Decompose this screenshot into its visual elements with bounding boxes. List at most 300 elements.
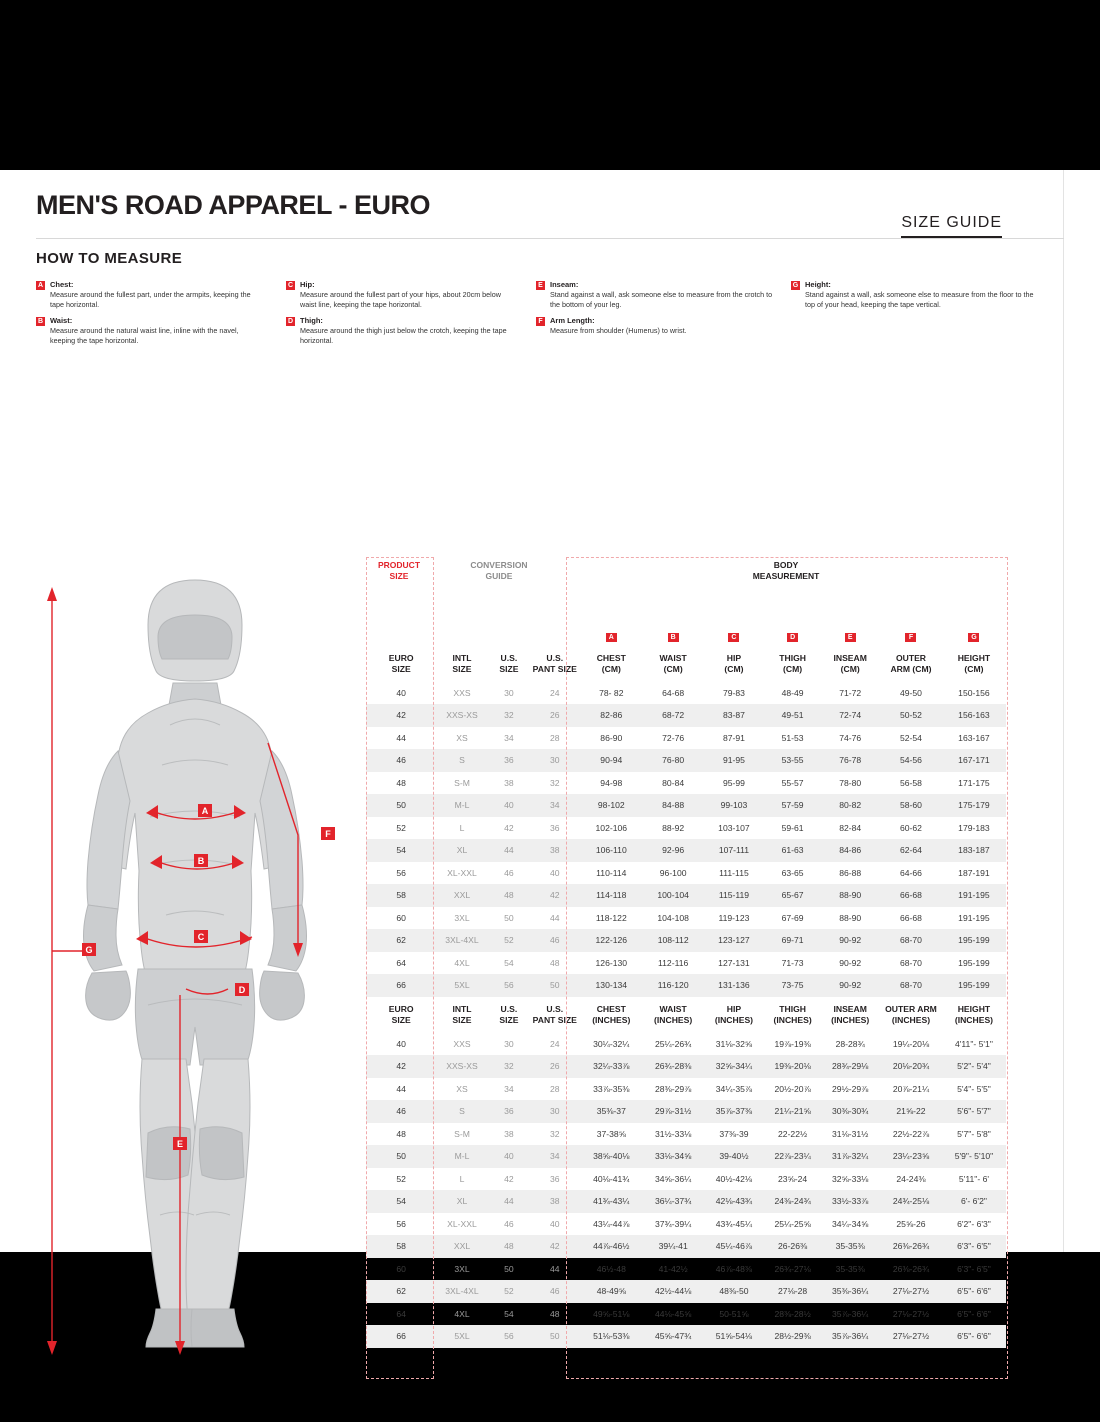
cell-conversion: XXS [453, 1038, 471, 1049]
cell-measurement: 27⅛-27½ [892, 1308, 930, 1319]
cell-measurement: 195-199 [942, 929, 1006, 952]
cell-measurement: 33⅛-34⅝ [643, 1145, 703, 1168]
cell-euro-size: 54 [366, 1190, 436, 1213]
cell-measurement: 131-136 [703, 974, 765, 997]
cell-measurement: 19⅞-19⅜ [774, 1038, 811, 1049]
cell-measurement: 175-179 [942, 794, 1006, 817]
cell-measurement: 195-199 [942, 974, 1006, 997]
cell-conversion: 50 [530, 974, 579, 997]
svg-text:E: E [176, 1139, 184, 1149]
cell-euro-size: 46 [366, 749, 436, 772]
cell-measurement: 106-110 [579, 839, 643, 862]
cell-measurement: 84-86 [820, 839, 880, 862]
cell-conversion: 32 [549, 777, 560, 788]
cell-measurement: 49-51 [765, 704, 820, 727]
cell-conversion: 48 [488, 884, 531, 907]
cell-measurement: 88-92 [662, 822, 685, 833]
letter-b: B [668, 633, 679, 642]
cell-measurement: 34¼-35⅞ [715, 1083, 753, 1094]
legend-item-hip [286, 280, 516, 309]
cell-conversion: 38 [530, 1190, 579, 1213]
cell-measurement: 118-122 [595, 912, 627, 923]
cell-conversion: 54 [504, 1308, 514, 1319]
cell-conversion: 38 [530, 839, 579, 862]
svg-text:C: C [197, 932, 205, 942]
cell-measurement: 5'7"- 5'8" [957, 1128, 991, 1139]
cell-measurement: 50-52 [880, 704, 942, 727]
cell-measurement: 6'5"- 6'6" [957, 1308, 991, 1319]
cell-conversion: 44 [488, 1190, 531, 1213]
cell-measurement: 68-70 [899, 957, 922, 968]
cell-measurement: 191-195 [942, 884, 1006, 907]
cell-measurement: 41-42½ [658, 1263, 688, 1274]
legend-item-height [791, 280, 1036, 309]
cell-conversion: 42 [530, 884, 579, 907]
cell-conversion: XL [436, 1190, 487, 1213]
cell-conversion: L [459, 822, 465, 833]
cell-measurement: 19¼-20⅛ [892, 1038, 930, 1049]
cell-measurement: 88-90 [839, 912, 862, 923]
cell-measurement: 72-76 [662, 732, 685, 743]
cell-conversion: L [459, 1173, 465, 1184]
cell-conversion: 46 [504, 1218, 514, 1229]
group-conversion-guide: CONVERSION GUIDE [470, 560, 528, 581]
cell-measurement: 29⅞-31½ [643, 1100, 703, 1123]
cell-measurement: 26-26⅜ [765, 1235, 820, 1258]
cell-measurement: 100-104 [643, 884, 703, 907]
cell-conversion: 24 [549, 687, 560, 698]
cell-measurement: 187-191 [958, 867, 990, 878]
legend-tag-g: G [792, 282, 799, 289]
cell-measurement: 45⅝-47¾ [643, 1325, 703, 1348]
cell-measurement: 38⅝-40⅛ [579, 1145, 643, 1168]
cell-euro-size: 56 [396, 1218, 406, 1229]
cell-measurement: 27⅛-28 [765, 1280, 820, 1303]
cell-measurement: 42½-44⅛ [643, 1280, 703, 1303]
cell-conversion: XXL [436, 884, 487, 907]
legend-item-chest [36, 280, 251, 309]
cell-measurement: 22⅞-23¼ [765, 1145, 820, 1168]
cell-conversion: 36 [488, 749, 531, 772]
cell-conversion: 40 [549, 867, 560, 878]
cell-conversion: XS [456, 732, 468, 743]
cell-conversion: 28 [549, 732, 560, 743]
cell-conversion: 34 [504, 1083, 514, 1094]
cell-measurement: 68-72 [643, 704, 703, 727]
cell-measurement: 42⅛-43¾ [703, 1190, 765, 1213]
cell-conversion: 50 [530, 1325, 579, 1348]
cell-measurement: 24¾-25⅛ [880, 1190, 942, 1213]
cell-measurement: 87-91 [722, 732, 745, 743]
cell-measurement: 26⅜-26¾ [880, 1235, 942, 1258]
cell-conversion: 40 [549, 1218, 560, 1229]
cell-conversion: 46 [504, 867, 514, 878]
cell-conversion: XL-XXL [447, 867, 477, 878]
cell-conversion: 30 [530, 1100, 579, 1123]
cell-measurement: 66-68 [899, 912, 922, 923]
page-header [36, 190, 1064, 231]
cell-euro-size: 52 [396, 822, 406, 833]
cell-conversion: 5XL [436, 1325, 487, 1348]
cell-conversion: XXS-XS [436, 704, 487, 727]
cell-measurement: 21¼-21⅝ [765, 1100, 820, 1123]
cell-measurement: 27⅛-27½ [880, 1325, 942, 1348]
body-measurement-outline [566, 557, 1008, 1379]
cell-measurement: 90-94 [579, 749, 643, 772]
cell-measurement: 22½-22⅞ [892, 1128, 930, 1139]
cell-measurement: 88-90 [820, 884, 880, 907]
cell-measurement: 37¾-39¼ [654, 1218, 692, 1229]
cell-measurement: 24⅜-24¾ [765, 1190, 820, 1213]
cell-measurement: 71-72 [839, 687, 862, 698]
legend-column-3 [536, 280, 776, 343]
legend-tag-c: C [287, 282, 294, 289]
page-divider [1063, 170, 1064, 1252]
cell-conversion: 44 [549, 912, 560, 923]
cell-conversion: 26 [530, 704, 579, 727]
cell-conversion: 36 [549, 1173, 560, 1184]
cell-measurement: 35-35⅜ [835, 1263, 865, 1274]
cell-measurement: 60-62 [899, 822, 922, 833]
cell-measurement: 123-127 [703, 929, 765, 952]
cell-measurement: 43¼-44⅞ [593, 1218, 630, 1229]
cell-euro-size: 48 [396, 777, 406, 788]
legend-text-waist: Measure around the natural waist line, inline with the navel, keeping the tape horizontal. [50, 326, 239, 345]
cell-measurement: 22-22½ [778, 1128, 808, 1139]
cell-measurement: 25¼-25⅝ [774, 1218, 811, 1229]
cell-measurement: 37⅜-39 [719, 1128, 749, 1139]
cell-measurement: 27⅛-27½ [880, 1280, 942, 1303]
cell-euro-size: 64 [396, 957, 406, 968]
cell-measurement: 26⅜-26¾ [892, 1263, 930, 1274]
legend-title-height: Height: [805, 280, 831, 289]
cell-measurement: 76-80 [643, 749, 703, 772]
cell-measurement: 56-58 [899, 777, 922, 788]
cell-euro-size: 40 [396, 687, 406, 698]
cell-measurement: 107-111 [703, 839, 765, 862]
cell-conversion: S-M [454, 1128, 470, 1139]
cell-measurement: 86-90 [600, 732, 623, 743]
cell-measurement: 23¼-23⅝ [880, 1145, 942, 1168]
cell-conversion: 42 [504, 1173, 514, 1184]
cell-measurement: 122-126 [579, 929, 643, 952]
cell-measurement: 114-118 [579, 884, 643, 907]
cell-conversion: 34 [504, 732, 514, 743]
cell-conversion: 3XL [454, 912, 470, 923]
measurement-figure [30, 565, 360, 1355]
cell-measurement: 31⅛-31½ [832, 1128, 869, 1139]
cell-conversion: 46 [530, 929, 579, 952]
cell-conversion: 28 [549, 1083, 560, 1094]
cell-measurement: 96-100 [659, 867, 687, 878]
cell-measurement: 126-130 [595, 957, 628, 968]
cell-measurement: 48-49 [781, 687, 804, 698]
cell-measurement: 102-106 [595, 822, 628, 833]
cell-measurement: 35⅞-36¼ [820, 1325, 880, 1348]
cell-measurement: 116-120 [643, 974, 703, 997]
cell-measurement: 21⅝-22 [880, 1100, 942, 1123]
cell-measurement: 35⅜-36¼ [820, 1280, 880, 1303]
group-product-size: PRODUCT SIZE [377, 560, 421, 581]
legend-column-4 [791, 280, 1036, 316]
column-headers-inches: EURO SIZE INTL SIZE U.S. SIZE U.S. PANT SIZE CHEST (INCHES) WAIST (INCHES) HIP (INCHES) THIGH (INCHES) INSEAM (INCHES) OUTER ARM (INCHES) HEIGHT (INCHES) [366, 997, 1006, 1033]
legend-text-height: Stand against a wall, ask someone else to measure from the floor to the top of your head, keeping the tape vertical. [805, 290, 1034, 309]
legend-column-1 [36, 280, 251, 352]
cell-measurement: 99-103 [703, 794, 765, 817]
cell-measurement: 51⅝-54⅛ [703, 1325, 765, 1348]
cell-measurement: 33½-33⅞ [820, 1190, 880, 1213]
letter-a: A [606, 633, 617, 642]
cell-measurement: 49⅝-51⅛ [593, 1308, 630, 1319]
svg-text:A: A [201, 806, 209, 816]
cell-measurement: 49-50 [899, 687, 922, 698]
cell-measurement: 68-70 [880, 929, 942, 952]
cell-conversion: S [436, 749, 487, 772]
cell-measurement: 39¼-41 [643, 1235, 703, 1258]
cell-measurement: 163-167 [958, 732, 990, 743]
legend-tag-e: E [536, 281, 545, 290]
legend-title-chest: Chest: [50, 280, 74, 289]
cell-conversion: XL-XXL [447, 1218, 477, 1229]
cell-conversion: 54 [504, 957, 514, 968]
cell-euro-size: 60 [396, 1263, 406, 1274]
cell-euro-size: 50 [366, 794, 436, 817]
cell-conversion: 52 [488, 929, 531, 952]
cell-measurement: 66-68 [880, 884, 942, 907]
cell-conversion: 32 [549, 1128, 560, 1139]
cell-measurement: 6'- 6'2" [942, 1190, 1006, 1213]
legend-text-inseam: Stand against a wall, ask someone else to measure from the crotch to the bottom of your leg. [550, 290, 773, 309]
cell-measurement: 183-187 [942, 839, 1006, 862]
cell-measurement: 46⅞-48⅜ [715, 1263, 753, 1274]
legend-item-waist [36, 316, 251, 345]
letter-d: D [787, 633, 798, 642]
cell-conversion: S [436, 1100, 487, 1123]
cell-measurement: 30¼-32¼ [593, 1038, 630, 1049]
cell-euro-size: 56 [396, 867, 406, 878]
legend-title-waist: Waist: [50, 316, 73, 326]
cell-measurement: 31½-33⅛ [654, 1128, 692, 1139]
cell-measurement: 44⅞-46½ [579, 1235, 643, 1258]
cell-measurement: 5'6"- 5'7" [942, 1100, 1006, 1123]
legend-text-thigh: Measure around the thigh just below the crotch, keeping the tape horizontal. [300, 326, 507, 345]
cell-measurement: 191-195 [958, 912, 990, 923]
cell-conversion: M-L [436, 1145, 487, 1168]
cell-measurement: 39-40½ [703, 1145, 765, 1168]
cell-measurement: 91-95 [703, 749, 765, 772]
cell-measurement: 33⅞-35⅜ [593, 1083, 630, 1094]
letter-g: G [968, 633, 979, 642]
cell-measurement: 74-76 [839, 732, 862, 743]
cell-conversion: 38 [504, 1128, 514, 1139]
legend-tag-b: B [37, 318, 44, 326]
cell-measurement: 61-63 [765, 839, 820, 862]
cell-measurement: 57-59 [765, 794, 820, 817]
cell-measurement: 6'3"- 6'5" [957, 1263, 991, 1274]
cell-measurement: 90-92 [820, 974, 880, 997]
cell-conversion: 40 [488, 1145, 531, 1168]
legend-item-inseam [536, 280, 776, 309]
cell-measurement: 32¼-33⅞ [579, 1055, 643, 1078]
cell-measurement: 23⅝-24 [778, 1173, 808, 1184]
cell-measurement: 58-60 [880, 794, 942, 817]
cell-measurement: 48-49⅝ [579, 1280, 643, 1303]
cell-conversion: 24 [549, 1038, 560, 1049]
letter-c: C [728, 633, 739, 642]
legend-text-hip: Measure around the fullest part of your hips, about 20cm below waist line, keeping the tape horizontal. [300, 290, 501, 309]
cell-measurement: 67-69 [781, 912, 804, 923]
cell-euro-size: 48 [396, 1128, 406, 1139]
legend-text-arm-length: Measure from shoulder (Humerus) to wrist. [550, 326, 687, 336]
cell-conversion: 30 [530, 749, 579, 772]
cell-measurement: 41¾-43¼ [579, 1190, 643, 1213]
cell-measurement: 171-175 [958, 777, 990, 788]
cell-measurement: 84-88 [643, 794, 703, 817]
cell-measurement: 83-87 [703, 704, 765, 727]
cell-measurement: 52-54 [899, 732, 922, 743]
legend-text-chest: Measure around the fullest part, under the armpits, keeping the tape horizontal. [50, 290, 251, 309]
cell-measurement: 94-98 [600, 777, 623, 788]
cell-measurement: 112-116 [658, 957, 689, 968]
cell-measurement: 28-28¾ [835, 1038, 865, 1049]
cell-conversion: 30 [504, 687, 514, 698]
cell-euro-size: 44 [396, 1083, 406, 1094]
cell-measurement: 76-78 [820, 749, 880, 772]
cell-euro-size: 40 [396, 1038, 406, 1049]
legend-title-arm-length: Arm Length: [550, 316, 595, 326]
page-title: MEN'S ROAD APPAREL - EURO [36, 190, 430, 220]
cell-conversion: 48 [549, 957, 560, 968]
cell-euro-size: 58 [366, 884, 436, 907]
cell-measurement: 69-71 [765, 929, 820, 952]
column-headers-cm: EURO SIZE INTL SIZE U.S. SIZE U.S. PANT SIZE CHEST (CM) WAIST (CM) HIP (CM) THIGH (CM) INSEAM (CM) OUTER ARM (CM) HEIGHT (CM) [388, 652, 991, 674]
cell-measurement: 31⅞-32¼ [820, 1145, 880, 1168]
cell-measurement: 65-67 [765, 884, 820, 907]
cell-measurement: 32⅝-34¼ [703, 1055, 765, 1078]
cell-measurement: 28⅜-28½ [774, 1308, 811, 1319]
cell-measurement: 26¾-28⅜ [643, 1055, 703, 1078]
cell-euro-size: 42 [366, 1055, 436, 1078]
cell-measurement: 30⅜-30¾ [820, 1100, 880, 1123]
cell-conversion: 56 [488, 974, 531, 997]
cell-measurement: 179-183 [958, 822, 990, 833]
cell-measurement: 28½-29⅜ [765, 1325, 820, 1348]
cell-measurement: 25⅝-26 [896, 1218, 926, 1229]
cell-euro-size: 66 [366, 974, 436, 997]
cell-conversion: 38 [504, 777, 514, 788]
cell-conversion: 34 [530, 1145, 579, 1168]
cell-euro-size: 66 [366, 1325, 436, 1348]
table-group-headers [366, 555, 1006, 625]
cell-conversion: 42 [530, 1235, 579, 1258]
cell-conversion: 3XL-4XL [436, 1280, 487, 1303]
cell-measurement: 103-107 [718, 822, 750, 833]
cell-conversion: 36 [549, 822, 560, 833]
cell-conversion: 26 [530, 1055, 579, 1078]
cell-measurement: 127-131 [718, 957, 750, 968]
legend-title-inseam: Inseam: [550, 280, 579, 289]
cell-measurement: 35-35⅜ [820, 1235, 880, 1258]
cell-euro-size: 52 [396, 1173, 406, 1184]
legend-tag-a: A [37, 282, 44, 289]
cell-measurement: 108-112 [643, 929, 703, 952]
cell-measurement: 51⅛-53⅜ [579, 1325, 643, 1348]
cell-measurement: 82-84 [839, 822, 862, 833]
cell-measurement: 28⅜-29⅞ [654, 1083, 692, 1094]
cell-measurement: 119-123 [718, 912, 750, 923]
cell-measurement: 20½-20⅞ [774, 1083, 811, 1094]
size-guide-label: SIZE GUIDE [901, 214, 1002, 238]
cell-measurement: 150-156 [958, 687, 990, 698]
letter-e: E [845, 633, 856, 642]
cell-measurement: 46½-48 [596, 1263, 626, 1274]
cell-measurement: 6'5"- 6'6" [942, 1280, 1006, 1303]
cell-measurement: 4'11"- 5'1" [955, 1038, 993, 1049]
cell-conversion: 4XL [454, 957, 470, 968]
cell-measurement: 25¼-26¾ [654, 1038, 692, 1049]
legend-tag-d: D [287, 318, 294, 326]
cell-measurement: 195-199 [958, 957, 990, 968]
cell-measurement: 35⅞-36¼ [832, 1308, 869, 1319]
cell-measurement: 6'3"- 6'5" [942, 1235, 1006, 1258]
cell-measurement: 51-53 [781, 732, 804, 743]
cell-measurement: 32⅝-33⅛ [832, 1173, 869, 1184]
cell-measurement: 90-92 [820, 929, 880, 952]
cell-measurement: 95-99 [722, 777, 745, 788]
legend-title-hip: Hip: [300, 280, 315, 289]
cell-measurement: 29½-29⅞ [832, 1083, 869, 1094]
cell-conversion: 48 [488, 1235, 531, 1258]
cell-euro-size: 46 [366, 1100, 436, 1123]
cell-measurement: 80-84 [662, 777, 685, 788]
cell-conversion: 5XL [436, 974, 487, 997]
svg-text:G: G [85, 945, 93, 955]
cell-measurement: 86-88 [839, 867, 862, 878]
cell-euro-size: 60 [396, 912, 406, 923]
cell-measurement: 5'4"- 5'5" [957, 1083, 991, 1094]
cell-measurement: 73-75 [765, 974, 820, 997]
cell-measurement: 20⅛-20¾ [880, 1055, 942, 1078]
cell-measurement: 53-55 [765, 749, 820, 772]
legend-tag-f: F [536, 317, 545, 326]
cell-conversion: 50 [504, 1263, 514, 1274]
cell-measurement: 115-119 [703, 884, 765, 907]
cell-measurement: 37-38⅝ [596, 1128, 626, 1139]
cell-conversion: XL [436, 839, 487, 862]
cell-measurement: 78-80 [839, 777, 862, 788]
legend-item-arm-length [536, 316, 776, 336]
cell-measurement: 6'2"- 6'3" [957, 1218, 991, 1229]
cell-measurement: 64-66 [899, 867, 922, 878]
cell-conversion: 32 [488, 1055, 531, 1078]
cell-measurement: 43¾-45¼ [715, 1218, 753, 1229]
cell-measurement: 50-51⅝ [719, 1308, 749, 1319]
cell-measurement: 24-24⅜ [896, 1173, 926, 1184]
cell-euro-size: 58 [366, 1235, 436, 1258]
cell-euro-size: 62 [366, 1280, 436, 1303]
cell-measurement: 64-68 [662, 687, 685, 698]
cell-euro-size: 44 [396, 732, 406, 743]
cell-measurement: 35⅜-37 [579, 1100, 643, 1123]
rider-figure-svg [30, 565, 360, 1355]
cell-conversion: 3XL [454, 1263, 470, 1274]
cell-measurement: 34⅝-36¼ [654, 1173, 692, 1184]
cell-conversion: 34 [530, 794, 579, 817]
cell-measurement: 71-73 [781, 957, 804, 968]
cell-measurement: 44⅛-45⅝ [654, 1308, 692, 1319]
cell-conversion: 44 [488, 839, 531, 862]
cell-conversion: 50 [504, 912, 514, 923]
